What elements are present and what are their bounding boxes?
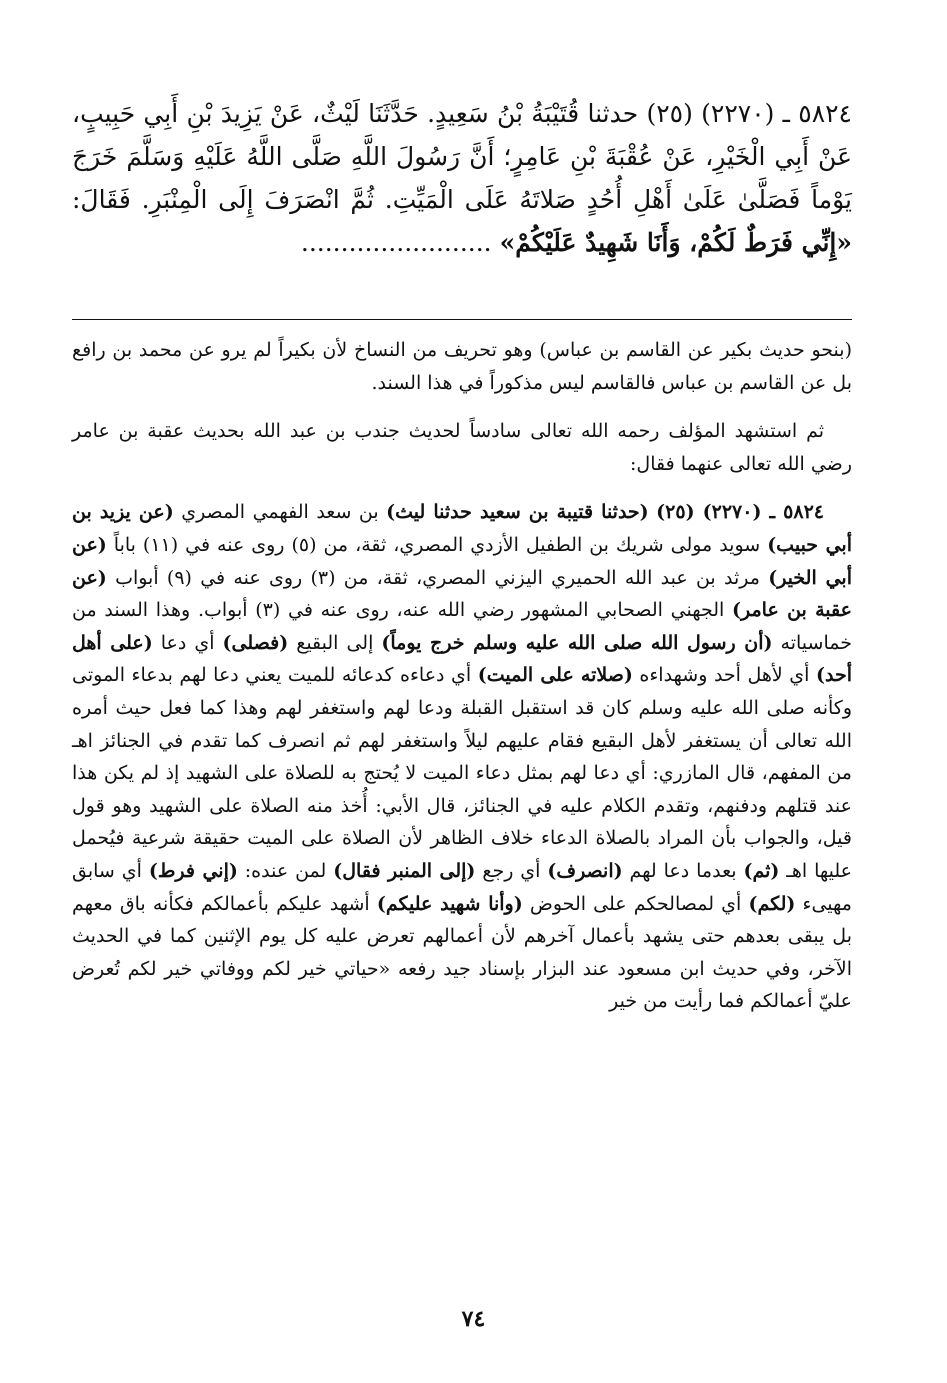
explanation-text: بن سعد الفهمي المصري (181, 501, 379, 524)
explanation-text: مرثد بن عبد الله الحميري اليزني المصري، ثقة، من (٣) روى عنه في (٩) أبواب (115, 566, 760, 589)
explanation-text: أي دعاءه كدعائه للميت يعني دعا لهم بدعاء الموتى وكأنه صلى الله عليه وسلم كان قد استقبل القبلة ودعا لهم واستغفر لهم وهذا كما فعل حيث أمره الله تعالى أن يستغفر لأهل البقيع فقام عليهم ليلاً واستغفر لهم ثم انصرف كما تقدم في الجنائز اهـ من المفهم، قال المازري: أي دعا لهم بمثل دعاء الميت لا يُحتج به للصلاة على الشهيد إذ لم يكن هذا عند قتلهم ودفنهم، وتقدم الكلام عليه في الجنائز، قال الأبي: أُخذ منه الصلاة على الشهيد وهو قول قيل، والجواب بأن المراد بالصلاة الدعاء خلاف الظاهر لأن الصلاة على الميت حقيقة شرعية فيُحمل عليها اهـ (72, 664, 852, 882)
commentary-intro: ثم استشهد المؤلف رحمه الله تعالى سادساً لحديث جندب بن عبد الله بحديث عقبة بن عامر رضي الله تعالى عنهما فقال: (72, 420, 852, 475)
explanation-text: سويد مولى شريك بن الطفيل الأزدي المصري، ثقة، من (٥) روى عنه في (١١) باباً (113, 533, 761, 556)
quoted-text: (فصلى) (222, 631, 289, 654)
hadith-number: ٥٨٢٤ ـ (٢٢٧٠) (٢٥) (656, 501, 824, 524)
quoted-text: (ثم) (743, 859, 780, 882)
explanation-text: أي لأهل أحد وشهداءه (639, 664, 810, 687)
commentary-explanation (72, 496, 852, 1018)
explanation-text: بعدما دعا لهم (629, 859, 737, 882)
hadith-dots: ........................ (300, 228, 492, 257)
quoted-text: (إلى المنبر فقال) (333, 859, 476, 882)
quoted-text: (صلاته على الميت) (477, 664, 633, 687)
explanation-text: أي دعا (160, 631, 215, 654)
hadith-quote: «إِنِّي فَرَطٌ لَكُمْ، وَأَنَا شَهِيدٌ عَلَيْكُمْ» (499, 228, 852, 257)
explanation-text: أي رجع (482, 859, 541, 882)
quoted-text: (لكم) (748, 892, 796, 915)
quoted-text: (عن عقبة بن عامر) (72, 566, 852, 622)
explanation-text: أشهد عليكم بأعمالكم فكأنه باق معهم بل يبقى بعدهم حتى يشهد بأعمال آخرهم لأن أعمالهم تعرض عليه كل يوم الإثنين كما في الحديث الآخر، وفي حديث ابن مسعود عند البزار بإسناد جيد رفعه «حياتي خير لكم ووفاتي خير لكم تُعرض عليّ أعمالكم فما رأيت من خير (72, 892, 852, 1013)
explanation-text: أي لمصالحكم على الحوض (529, 892, 742, 915)
hadith-text: ٥٨٢٤ ـ (٢٢٧٠) (٢٥) حدثنا قُتَيْبَةُ بْنُ سَعِيدٍ. حَدَّثَنَا لَيْثٌ، عَنْ يَزِيدَ بْنِ أَبِي حَبِيبٍ، عَنْ أَبِي الْخَيْرِ، عَنْ عُقْبَةَ بْنِ عَامِرٍ؛ أَنَّ رَسُولَ اللَّهِ صَلَّى اللَّهُ عَلَيْهِ وَسَلَّمَ خَرَجَ يَوْماً فَصَلَّىٰ عَلَىٰ أَهْلِ أُحُدٍ صَلاتَهُ عَلَى الْمَيِّتِ. ثُمَّ انْصَرَفَ إِلَى الْمِنْبَرِ. فَقَالَ: (72, 99, 852, 214)
page-number: ٧٤ (461, 1306, 486, 1332)
hadith-matn (72, 92, 852, 264)
quoted-text: (على أهل أحد) (72, 631, 852, 687)
explanation-text: الجهني الصحابي المشهور رضي الله عنه، روى عنه في (٣) أبواب. وهذا السند من خماسياته (72, 599, 852, 654)
quoted-text: (انصرف) (547, 859, 623, 882)
quoted-text: (عن أبي الخير) (72, 533, 852, 589)
quoted-text: (وأنا شهيد عليكم) (376, 892, 523, 915)
hadith-text-block (72, 92, 852, 264)
explanation-text: إلى البقيع (296, 631, 374, 654)
commentary-block (72, 334, 852, 1018)
commentary-note: (بنحو حديث بكير عن القاسم بن عباس) وهو تحريف من النساخ لأن بكيراً لم يرو عن محمد بن رافع بل عن القاسم بن عباس فالقاسم ليس مذكوراً في هذا السند. (72, 339, 852, 394)
footnote-divider (72, 319, 852, 320)
quoted-text: (إني فرط) (148, 859, 238, 882)
quoted-text: (حدثنا قتيبة بن سعيد حدثنا ليث) (386, 501, 649, 524)
explanation-text: لمن عنده: (244, 859, 327, 882)
quoted-text: (أن رسول الله صلى الله عليه وسلم خرج يوماً) (381, 631, 773, 654)
explanation-text: أي سابق مهيىء (72, 859, 852, 915)
quoted-text: (عن يزيد بن أبي حبيب) (72, 501, 852, 556)
